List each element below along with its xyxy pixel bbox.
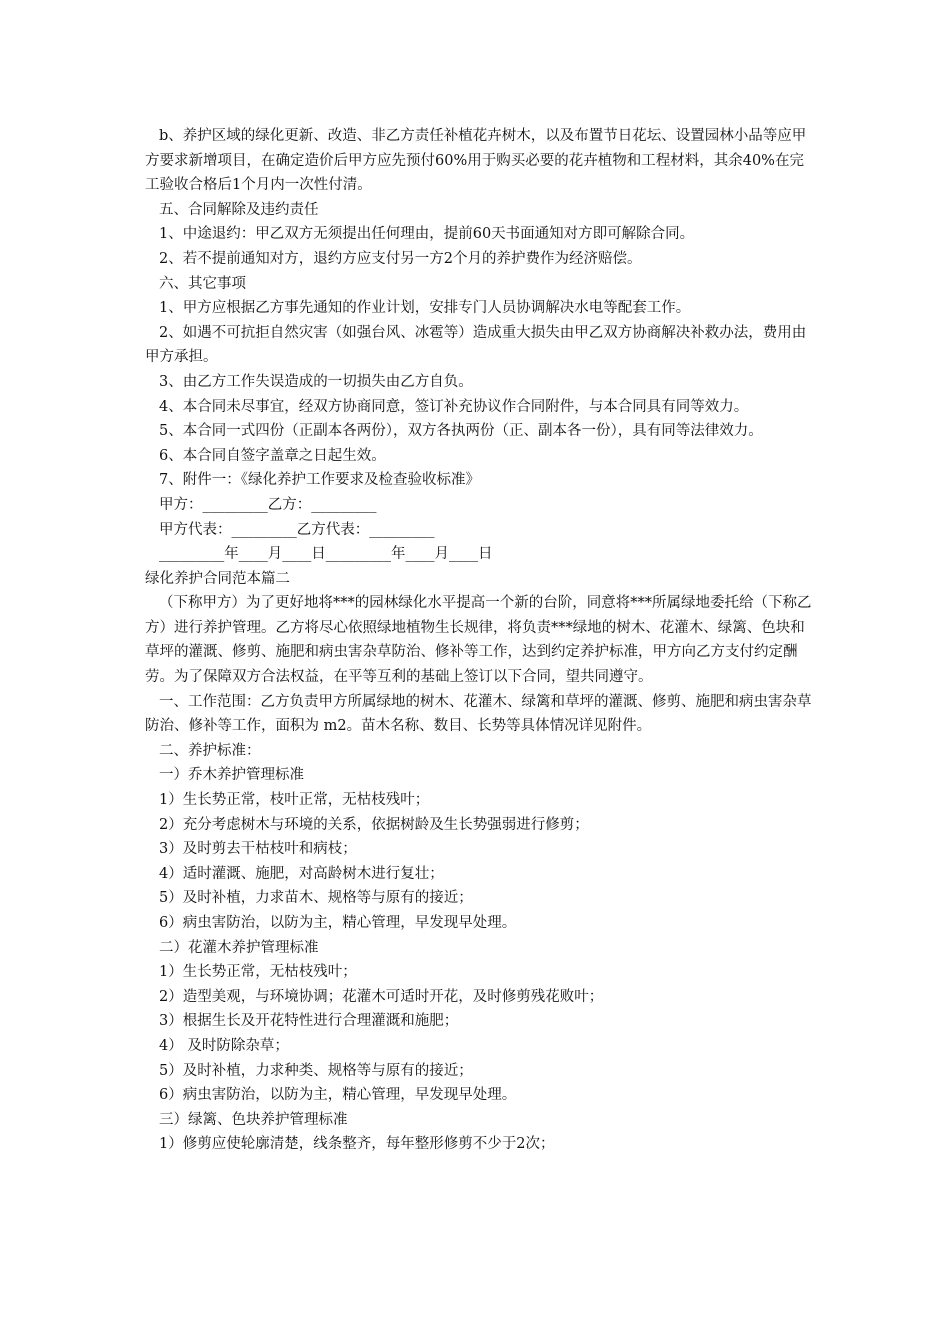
document-page <box>145 124 815 1157</box>
clause-copies: 5、本合同一式四份（正副本各两份），双方各执两份（正、副本各一份），具有同等法律效力。 <box>159 423 763 440</box>
list-item: 1）生长势正常，枝叶正常，无枯枝残叶； <box>159 792 430 809</box>
list-item: 4）适时灌溉、施肥，对高龄树木进行复壮； <box>159 865 444 882</box>
list-item: 2）造型美观，与环境协调；花灌木可适时开花，及时修剪残花败叶； <box>159 988 604 1005</box>
paragraph-scope: 一、工作范围：乙方负责甲方所属绿地的树木、花灌木、绿篱和草坪的灌溉、修剪、施肥和病虫害杂草防治、修补等工作，面积为 m2。苗木名称、数目、长势等具体情况详见附件。 <box>145 693 812 735</box>
list-item: 4） 及时防除杂草； <box>159 1037 289 1054</box>
section-heading-other: 六、其它事项 <box>159 275 246 292</box>
clause-early-termination: 1、中途退约：甲乙双方无须提出任何理由，提前60天书面通知对方即可解除合同。 <box>159 226 695 243</box>
clause-attachment: 7、附件一：《绿化养护工作要求及检查验收标准》 <box>159 472 480 489</box>
list-item: 6）病虫害防治，以防为主，精心管理，早发现早处理。 <box>159 1087 517 1104</box>
list-item: 5）及时补植，力求种类、规格等与原有的接近； <box>159 1062 473 1079</box>
document-title-part-two: 绿化养护合同范本篇二 <box>145 570 290 587</box>
section-heading-termination: 五、合同解除及违约责任 <box>159 201 319 218</box>
list-item: 2）充分考虑树木与环境的关系，依据树龄及生长势强弱进行修剪； <box>159 816 589 833</box>
clause-supplement: 4、本合同未尽事宜，经双方协商同意，签订补充协议作合同附件，与本合同具有同等效力。 <box>159 398 749 415</box>
clause-loss: 3、由乙方工作失误造成的一切损失由乙方自负。 <box>159 373 473 390</box>
subheading-hedges: 三）绿篱、色块养护管理标准 <box>159 1111 348 1128</box>
signature-parties: 甲方：_________乙方：_________ <box>159 496 377 513</box>
list-item: 5）及时补植，力求苗木、规格等与原有的接近； <box>159 890 473 907</box>
paragraph-prepayment: b、养护区域的绿化更新、改造、非乙方责任补植花卉树木，以及布置节日花坛、设置园林小品等应甲方要求新增项目，在确定造价后甲方应先预付60%用于购买必要的花卉植物和工程材料，其余40%在完工验收合格后1个月内一次性付清。 <box>145 128 807 194</box>
list-item: 6）病虫害防治，以防为主，精心管理，早发现早处理。 <box>159 915 517 931</box>
list-item: 1）修剪应使轮廓清楚，线条整齐，每年整形修剪不少于2次； <box>159 1136 555 1153</box>
list-item: 1）生长势正常，无枯枝残叶； <box>159 964 357 981</box>
clause-force-majeure: 2、如遇不可抗拒自然灾害（如强台风、冰雹等）造成重大损失由甲乙双方协商解决补救办法，费用由甲方承担。 <box>145 324 807 366</box>
signature-representatives: 甲方代表：_________乙方代表：_________ <box>159 521 435 538</box>
clause-compensation: 2、若不提前通知对方，退约方应支付另一方2个月的养护费作为经济赔偿。 <box>159 250 642 267</box>
list-item: 3）及时剪去干枯枝叶和病枝； <box>159 841 357 858</box>
list-item: 3）根据生长及开花特性进行合理灌溉和施肥； <box>159 1013 459 1030</box>
section-heading-standards: 二、养护标准： <box>159 742 261 759</box>
clause-effective: 6、本合同自签字盖章之日起生效。 <box>159 447 386 464</box>
clause-coordination: 1、甲方应根据乙方事先通知的作业计划，安排专门人员协调解决水电等配套工作。 <box>159 300 691 317</box>
subheading-shrubs: 二）花灌木养护管理标准 <box>159 939 319 956</box>
paragraph-preamble: （下称甲方）为了更好地将***的园林绿化水平提高一个新的台阶，同意将***所属绿地委托给（下称乙方）进行养护管理。乙方将尽心依照绿地植物生长规律，将负责***绿地的树木、花灌木、绿篱、色块和草坪的灌溉、修剪、施肥和病虫害杂草防治、修补等工作，达到约定养护标准，甲方向乙方支付约定酬劳。为了保障双方合法权益，在平等互利的基础上签订以下合同，望共同遵守。 <box>145 595 812 686</box>
signature-dates: _________年____月____日_________年____月____日 <box>159 546 493 563</box>
subheading-trees: 一）乔木养护管理标准 <box>159 767 304 784</box>
